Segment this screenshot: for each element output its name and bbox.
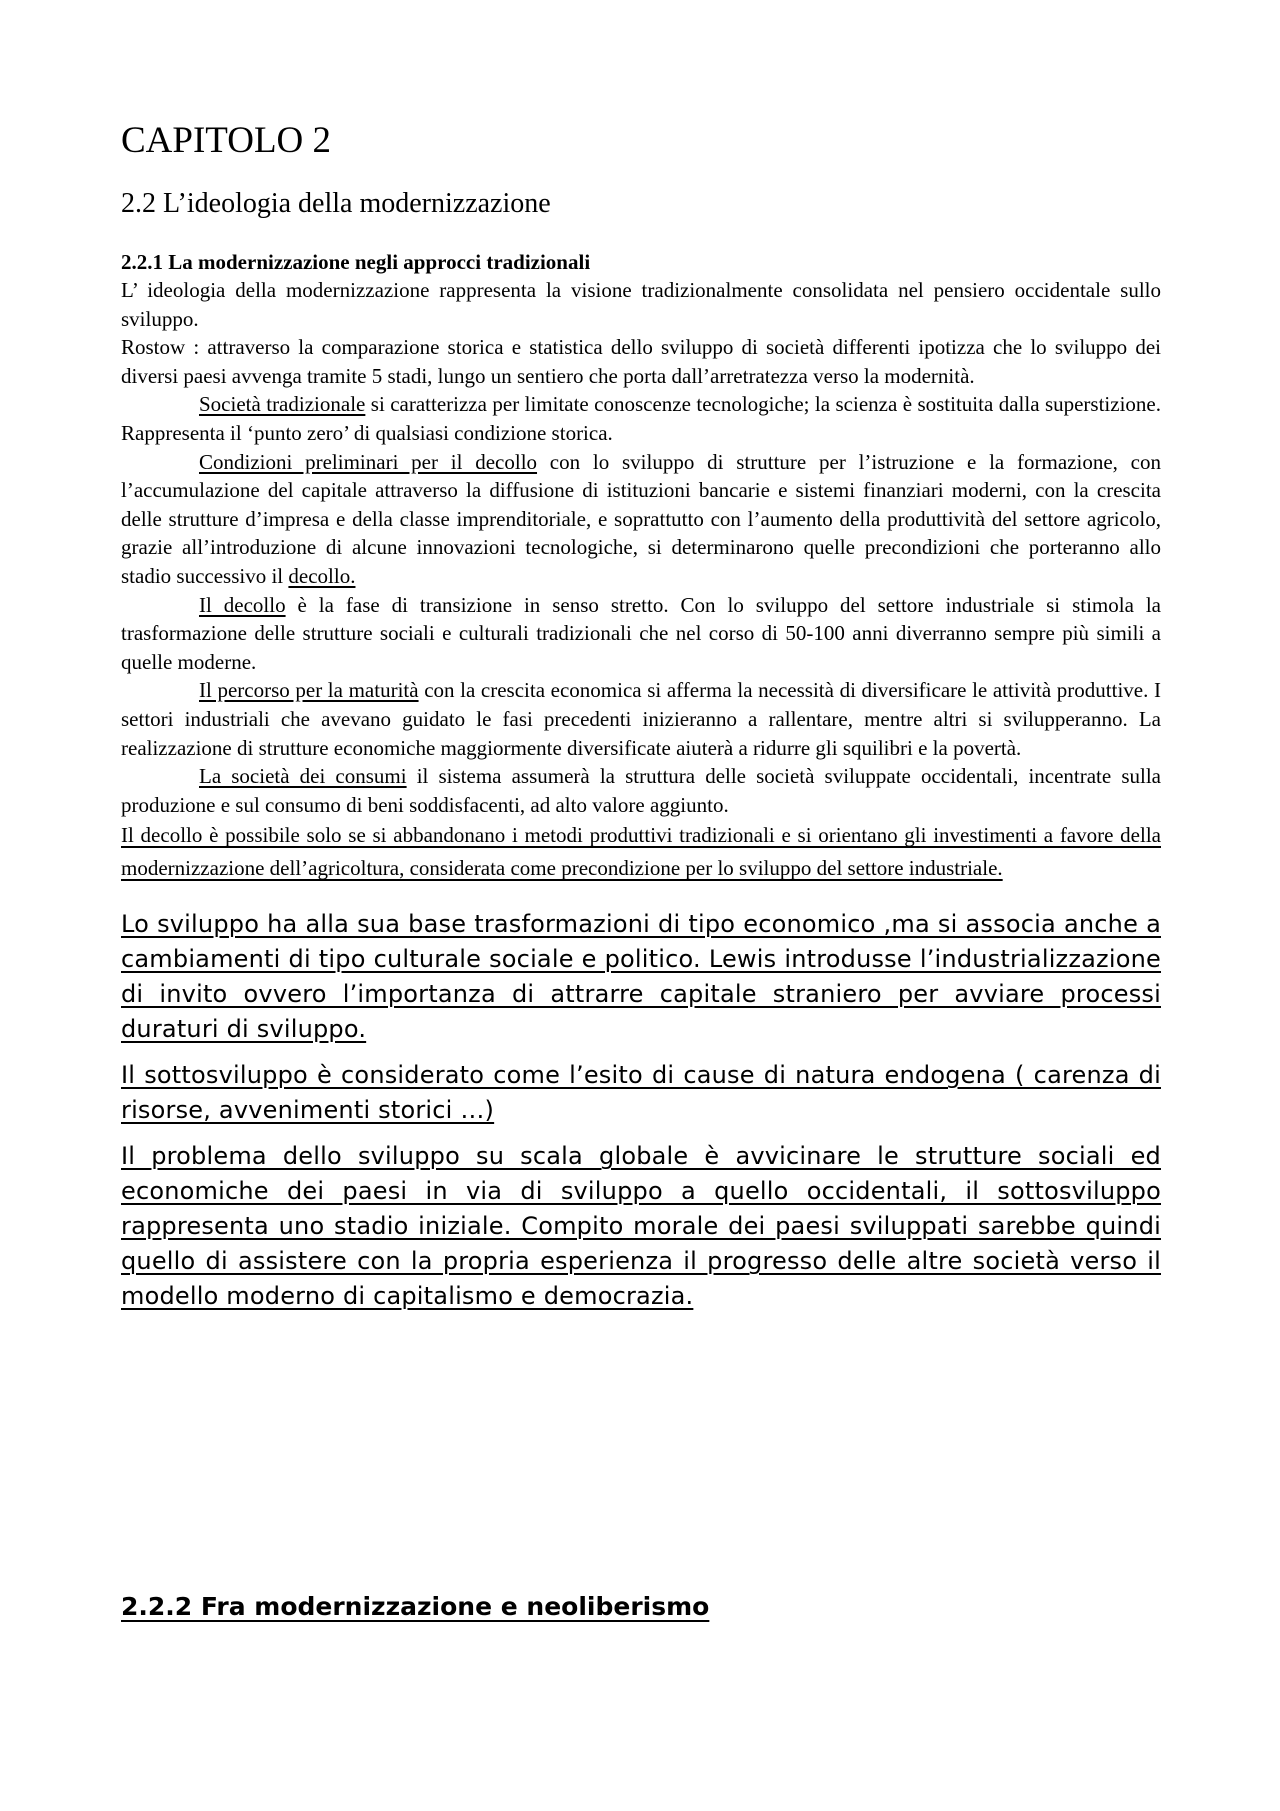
sans-paragraph-development xyxy=(121,907,1161,1047)
stage-paragraph-consumer-society xyxy=(121,762,1161,819)
stage-label-preconditions: Condizioni preliminari per il decollo xyxy=(199,449,538,474)
document-body xyxy=(121,118,1161,1314)
decollo-note-text: Il decollo è possibile solo se si abbandonano i metodi produttivi tradizionali e si orientano gli investimenti a favore della modernizzazione dell’agricoltura, considerata come precondizione per lo sviluppo del settore industriale. xyxy=(121,823,1161,881)
intro-paragraph-rostow: Rostow : attraverso la comparazione storica e statistica dello sviluppo di società differenti ipotizza che lo sviluppo dei diversi paesi avvenga tramite 5 stadi, lungo un sentiero che porta dall’arretratezza verso la modernità. xyxy=(121,335,1161,388)
sans-paragraph-global-problem xyxy=(121,1139,1161,1314)
stage-text-consumer-society: il sistema assumerà la struttura delle società sviluppate occidentali, incentrate sulla produzione e sul consumo di beni soddisfacenti, ad alto valore aggiunto. xyxy=(121,764,1161,817)
stage-text-traditional-society: si caratterizza per limitate conoscenze tecnologiche; la scienza è sostituita dalla superstizione. Rappresenta il ‘punto zero’ di qualsiasi condizione storica. xyxy=(121,392,1161,445)
intro-paragraph-1: L’ ideologia della modernizzazione rappresenta la visione tradizionalmente consolidata nel pensiero occidentale sullo sviluppo. xyxy=(121,278,1161,331)
subsection-title-2-2-2: 2.2.2 Fra modernizzazione e neoliberismo xyxy=(121,1592,710,1621)
stage-paragraph-traditional-society xyxy=(121,390,1161,447)
stage-label-take-off: Il decollo xyxy=(199,592,286,617)
stage-text-take-off: è la fase di transizione in senso stretto. Con lo sviluppo del settore industriale si stimola la trasformazione delle strutture sociali e culturali tradizionali che nel corso di 50-100 anni diverranno sempre più simili a quelle moderne. xyxy=(121,592,1161,674)
sans-paragraph-underdevelopment-text: Il sottosviluppo è considerato come l’esito di cause di natura endogena ( carenza di risorse, avvenimenti storici …) xyxy=(121,1061,1161,1125)
stage-text-preconditions: con lo sviluppo di strutture per l’istruzione e la formazione, con l’accumulazione del capitale attraverso la diffusione di istituzioni bancarie e sistemi finanziari moderni, con la crescita delle strutture d’impresa e della classe imprenditoriale, e soprattutto con l’aumento della produttività del settore agricolo, grazie all’introduzione di alcune innovazioni tecnologiche, si determinarono quelle precondizioni che porteranno allo stadio successivo il xyxy=(121,449,1161,588)
section-title: 2.2 L’ideologia della modernizzazione xyxy=(121,188,551,219)
stage-link-decollo: decollo. xyxy=(288,563,356,588)
chapter-title: CAPITOLO 2 xyxy=(121,120,332,161)
stage-paragraph-take-off xyxy=(121,591,1161,677)
stage-label-consumer-society: La società dei consumi xyxy=(199,764,407,789)
stage-label-traditional-society: Società tradizionale xyxy=(199,392,366,417)
decollo-note-paragraph xyxy=(121,819,1161,885)
sans-paragraph-underdevelopment xyxy=(121,1058,1161,1128)
stage-paragraph-preconditions xyxy=(121,448,1161,591)
sans-paragraph-development-text: Lo sviluppo ha alla sua base trasformazioni di tipo economico ,ma si associa anche a cambiamenti di tipo culturale sociale e politico. Lewis introdusse l’industrializzazione di invito ovvero l’importanza di attrarre capitale straniero per avviare processi duraturi di sviluppo. xyxy=(121,910,1161,1044)
sans-paragraph-global-problem-text: Il problema dello sviluppo su scala globale è avvicinare le strutture sociali ed economiche dei paesi in via di sviluppo a quello occidentali, il sottosviluppo rappresenta uno stadio iniziale. Compito morale dei paesi sviluppati sarebbe quindi quello di assistere con la propria esperienza il progresso delle altre società verso il modello moderno di capitalismo e democrazia. xyxy=(121,1142,1161,1311)
stage-text-maturity: con la crescita economica si afferma la necessità di diversificare le attività produttive. I settori industriali che avevano guidato le fasi precedenti inizieranno a rallentare, mentre altri si svilupperanno. La realizzazione di strutture economiche maggiormente diversificate aiuterà a ridurre gli squilibri e la povertà. xyxy=(121,678,1161,760)
stage-paragraph-maturity xyxy=(121,676,1161,762)
stage-label-maturity: Il percorso per la maturità xyxy=(199,678,419,703)
subsection-title-2-2-1: 2.2.1 La modernizzazione negli approcci tradizionali xyxy=(121,250,591,274)
